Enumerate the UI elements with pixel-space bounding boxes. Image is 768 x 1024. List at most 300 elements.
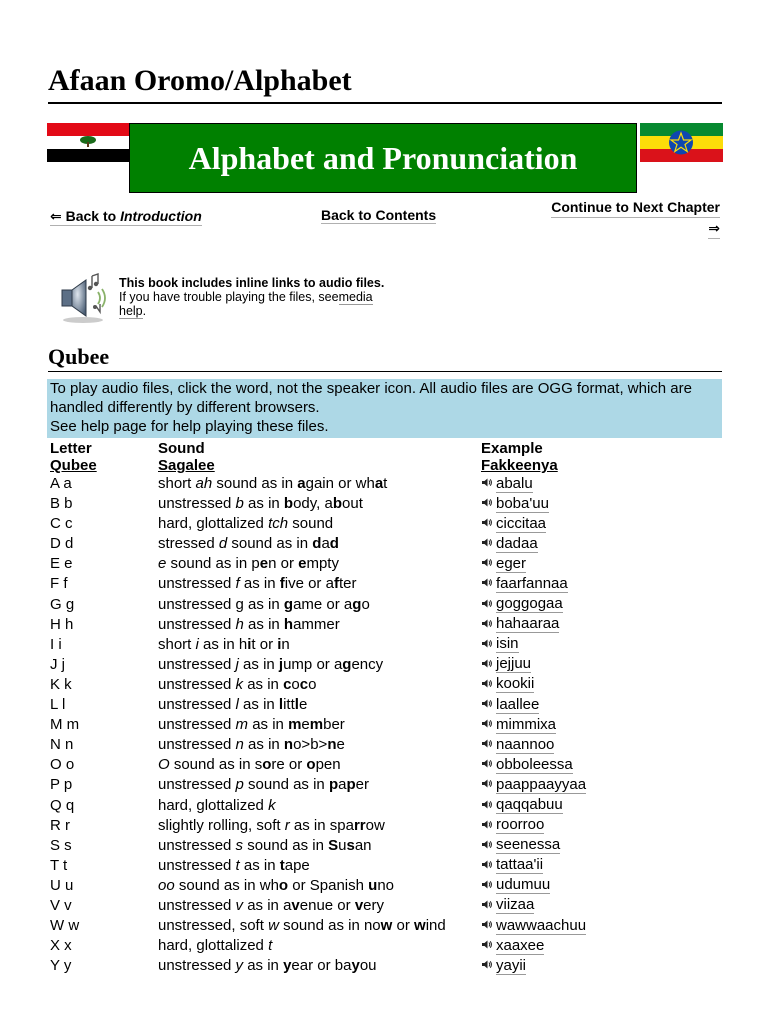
example-cell (481, 756, 573, 774)
sound-text: unstressed (158, 896, 236, 914)
example-cell (481, 817, 544, 835)
sound-text: d (312, 535, 322, 553)
letter-cell: Y y (50, 957, 72, 975)
sound-text: k (268, 796, 276, 814)
sound-text: n or (268, 555, 299, 573)
table-row (0, 535, 768, 555)
sound-text: sound as in (243, 776, 329, 794)
sound-text: mpty (306, 555, 339, 573)
example-cell (481, 596, 563, 614)
table-row (0, 917, 768, 937)
sound-cell (158, 837, 372, 855)
example-cell (481, 515, 546, 533)
audio-speaker-icon (481, 857, 496, 875)
sound-text: unstressed (158, 696, 236, 714)
letter-cell: T t (50, 856, 68, 874)
sound-text: hard, glottalized (158, 515, 269, 533)
sound-cell (158, 897, 384, 915)
audio-speaker-icon (481, 957, 496, 975)
audio-speaker-icon (481, 716, 496, 734)
sound-text: unstressed (158, 655, 236, 673)
example-audio-link[interactable]: dadaa (496, 534, 538, 552)
banner-title: Alphabet and Pronunciation (188, 139, 578, 176)
table-row (0, 555, 768, 575)
sound-text: unstressed (158, 675, 236, 693)
sound-text: y (351, 957, 360, 975)
sound-text: sound as in no (278, 917, 381, 935)
audio-speaker-icon (481, 756, 496, 774)
letter-cell: E e (50, 555, 73, 573)
sound-cell (158, 776, 369, 794)
example-audio-link[interactable]: isin (496, 635, 519, 653)
sound-subheader: Sagalee (158, 457, 215, 474)
sound-text: sound as in p (166, 555, 260, 573)
sound-text: u (338, 836, 347, 854)
sound-cell (158, 877, 394, 895)
sound-cell (158, 555, 339, 573)
audio-speaker-icon (481, 817, 496, 835)
next-chapter-link[interactable] (551, 197, 720, 239)
sound-text: unstressed (158, 736, 236, 754)
sound-text: short (158, 635, 196, 653)
sound-text: a (297, 475, 306, 492)
letter-cell: S s (50, 836, 72, 854)
example-cell (481, 716, 556, 734)
ethiopia-flag-icon (640, 123, 723, 162)
back-prefix: ⇐ Back to (50, 208, 121, 224)
next-arrow-icon: ⇒ (708, 218, 720, 239)
example-audio-link[interactable]: laallee (496, 695, 540, 713)
sound-text: o (291, 675, 300, 693)
sound-text: ter (338, 575, 357, 593)
example-audio-link[interactable]: paappaayyaa (496, 775, 587, 793)
sound-text: n (235, 736, 244, 754)
sound-text: a (321, 535, 330, 553)
sound-text: unstressed (158, 856, 236, 874)
sound-text: out (342, 495, 363, 513)
sound-cell (158, 736, 345, 754)
sound-text: unstressed (158, 615, 236, 633)
example-audio-link[interactable]: jejjuu (496, 655, 532, 673)
table-row (0, 475, 768, 495)
example-audio-link[interactable]: roorroo (496, 816, 545, 834)
table-row (0, 837, 768, 857)
letter-cell: B b (50, 495, 73, 513)
example-audio-link[interactable]: wawwaachuu (496, 916, 587, 934)
table-row (0, 776, 768, 796)
letter-cell: H h (50, 615, 74, 633)
example-audio-link[interactable]: mimmixa (496, 715, 556, 733)
audio-speaker-icon (481, 897, 496, 915)
sound-text: ind (425, 917, 446, 935)
table-row (0, 716, 768, 736)
sound-text: ery (363, 896, 384, 914)
example-audio-link[interactable]: naannoo (496, 735, 555, 753)
letter-cell: I i (50, 635, 62, 653)
letter-cell: P p (50, 776, 73, 794)
sound-text: m (309, 716, 324, 734)
sound-text: sound (288, 515, 334, 533)
media-help-link-continued[interactable]: help (119, 304, 143, 318)
sound-text: j (278, 655, 284, 673)
sound-text: r (284, 816, 290, 834)
sound-text: l (278, 696, 284, 714)
sound-text: g (283, 595, 294, 613)
example-audio-link[interactable]: ciccitaa (496, 514, 547, 532)
page-title: Afaan Oromo/Alphabet (48, 62, 722, 104)
sound-text: e (301, 716, 310, 734)
sound-text: er (355, 776, 369, 794)
example-cell (481, 736, 554, 754)
back-target: Introduction (120, 208, 202, 224)
sound-cell (158, 937, 272, 955)
example-cell (481, 495, 549, 513)
sound-cell (158, 596, 370, 614)
back-to-introduction-link[interactable] (50, 208, 202, 226)
letter-cell: C c (50, 515, 73, 533)
sound-text: h (283, 615, 294, 633)
sound-text: o (361, 595, 370, 613)
letter-cell: A a (50, 475, 72, 492)
example-cell (481, 957, 526, 975)
example-audio-link[interactable]: qaqqabuu (496, 796, 563, 813)
sound-text: l (294, 696, 299, 714)
sound-text: ber (323, 716, 345, 734)
sound-cell (158, 716, 345, 734)
sound-text: slightly rolling, soft (158, 816, 285, 834)
sound-text: sound as in (243, 836, 329, 854)
sound-text: e (298, 555, 307, 573)
sound-text: l (235, 696, 239, 714)
sound-text: p (235, 776, 244, 794)
sound-cell (158, 515, 333, 533)
sound-text: sound as in s (169, 756, 263, 774)
letter-cell: K k (50, 675, 72, 693)
table-row (0, 756, 768, 776)
sound-text: n (283, 736, 294, 754)
oromo-flag-icon (47, 123, 130, 162)
sound-text: e (259, 555, 269, 573)
audio-speaker-icon (481, 837, 496, 855)
help-page-link[interactable]: See help page for help playing these files. (50, 418, 329, 435)
letter-cell: D d (50, 535, 74, 553)
sound-text: gain or wh (305, 475, 375, 492)
sound-text: o (278, 876, 289, 894)
sound-text: oo (158, 876, 175, 894)
letter-cell: M m (50, 716, 80, 734)
sound-text: t or (251, 635, 278, 653)
sound-text: re or (271, 756, 307, 774)
sound-text: rr (353, 816, 366, 834)
sound-text: as in (243, 495, 284, 513)
example-audio-link[interactable]: kookii (496, 675, 535, 693)
example-cell (481, 555, 526, 573)
example-audio-link[interactable]: goggogaa (496, 595, 563, 613)
sound-text: unstressed, soft (158, 917, 269, 935)
sound-text: a (338, 776, 347, 794)
audio-speaker-icon (481, 636, 496, 654)
example-cell (481, 776, 586, 794)
sound-text: as in spa (289, 816, 354, 834)
example-audio-link[interactable]: udumuu (496, 876, 551, 894)
sound-text: or (392, 917, 415, 935)
example-audio-link[interactable]: viizaa (496, 896, 535, 914)
table-row (0, 495, 768, 515)
sound-text: v (291, 896, 300, 914)
sound-text: S (328, 836, 339, 854)
sound-text: unstressed (158, 836, 236, 854)
sound-cell (158, 495, 363, 513)
sound-text: t (268, 937, 273, 955)
sound-cell (158, 957, 377, 975)
example-cell (481, 797, 563, 815)
sound-text: w (268, 917, 279, 935)
info-line: handled differently by different browsers. (50, 398, 320, 416)
sound-text: e (298, 696, 308, 714)
example-cell (481, 575, 568, 593)
sound-text: as in (239, 856, 280, 874)
table-row (0, 596, 768, 616)
audio-notice-line2: If you have trouble playing the files, see (119, 290, 339, 304)
table-row (0, 636, 768, 656)
example-audio-link[interactable]: hahaaraa (496, 615, 560, 633)
example-audio-link[interactable]: faarfannaa (496, 574, 568, 592)
sound-cell (158, 676, 316, 694)
example-cell (481, 696, 539, 714)
back-to-contents-link[interactable]: Back to Contents (321, 207, 437, 223)
sound-cell (158, 917, 446, 935)
example-audio-link[interactable]: eger (496, 554, 527, 572)
sound-text: c (299, 675, 309, 693)
sound-cell (158, 696, 307, 714)
sound-text: b (235, 495, 244, 513)
sound-text: m (288, 716, 302, 734)
audio-speaker-icon (481, 616, 496, 634)
sound-text: ame or a (293, 595, 353, 613)
sound-text: f (235, 575, 240, 593)
sound-text: ow (365, 816, 385, 834)
sound-text: as in (243, 615, 284, 633)
audio-speaker-icon (481, 917, 496, 935)
audio-speaker-icon (481, 797, 496, 815)
sound-text: o (308, 675, 317, 693)
example-column-header (481, 440, 558, 474)
sound-cell (158, 656, 383, 674)
media-help-link[interactable]: media (338, 290, 373, 304)
sound-text: p (346, 776, 356, 794)
sound-text: ump or a (283, 655, 343, 673)
sound-text: j (235, 655, 239, 673)
sound-header: Sound (158, 440, 205, 457)
sound-text: ive or a (284, 575, 334, 593)
sound-text: an (354, 836, 372, 854)
sound-text: short (158, 475, 196, 492)
letter-header: Letter (50, 440, 92, 457)
sound-cell (158, 857, 310, 875)
sound-text: o (306, 756, 316, 774)
sound-text: ape (284, 856, 310, 874)
sound-text: as in a (243, 896, 292, 914)
sound-text: as in (238, 655, 279, 673)
sound-text: or Spanish (288, 876, 369, 894)
sound-text: ou (359, 957, 377, 975)
sound-text: e (336, 736, 345, 754)
sound-text: s (235, 836, 244, 854)
audio-speaker-icon (481, 937, 496, 955)
sound-cell (158, 535, 339, 553)
sound-text: b (283, 495, 294, 513)
sound-text: m (235, 716, 249, 734)
letter-subheader: Qubee (50, 457, 97, 474)
sound-text: as in (238, 696, 279, 714)
sound-text: hard, glottalized (158, 937, 269, 955)
example-cell (481, 837, 560, 855)
alphabet-table-body (0, 475, 768, 977)
sound-text: unstressed (158, 957, 236, 975)
sound-cell (158, 756, 341, 774)
table-row (0, 616, 768, 636)
example-audio-link[interactable]: tattaa'ii (496, 856, 544, 874)
sound-text: s (346, 836, 355, 854)
sound-text: t (279, 856, 285, 874)
example-cell (481, 475, 533, 493)
sound-text: sound as in (212, 475, 298, 492)
example-cell (481, 877, 550, 895)
audio-notice (119, 276, 399, 318)
example-cell (481, 897, 534, 915)
table-row (0, 877, 768, 897)
sound-text: d (218, 535, 228, 553)
sound-text: unstressed (158, 776, 236, 794)
sound-text: sound as in wh (174, 876, 279, 894)
example-cell (481, 937, 544, 955)
sound-text: as in (239, 575, 280, 593)
sound-text: unstressed (158, 495, 236, 513)
table-row (0, 857, 768, 877)
sound-text: pen (315, 756, 341, 774)
audio-speaker-icon (481, 515, 496, 533)
sound-text: sound as in (227, 535, 313, 553)
sound-text: hard, glottalized (158, 796, 269, 814)
letter-cell: X x (50, 937, 72, 955)
example-cell (481, 857, 543, 875)
sound-text: t (383, 475, 388, 492)
audio-notice-suffix: . (142, 304, 147, 318)
sound-text: ammer (293, 615, 340, 633)
sound-text: tch (268, 515, 289, 533)
example-audio-link[interactable]: xaaxee (496, 936, 545, 954)
audio-speaker-icon (481, 575, 496, 593)
audio-speaker-icon (481, 596, 496, 614)
example-audio-link[interactable]: yayii (496, 956, 527, 974)
sound-text: o>b> (293, 736, 328, 754)
sound-text: e (158, 555, 167, 573)
example-audio-link[interactable]: boba'uu (496, 494, 549, 512)
sound-cell (158, 636, 290, 654)
sound-text: ency (351, 655, 384, 673)
sound-text: no (377, 876, 394, 894)
sound-cell (158, 817, 385, 835)
sound-cell (158, 475, 387, 493)
letter-column-header (50, 440, 97, 474)
sound-text: i (277, 635, 282, 653)
sound-text: w (380, 917, 393, 935)
info-line: To play audio files, click the word, not the speaker icon. All audio files are OGG format, which are (50, 380, 692, 397)
letter-cell: G g (50, 595, 75, 613)
sound-text: stressed (158, 535, 219, 553)
sound-cell (158, 797, 276, 815)
audio-notice-line1: This book includes inline links to audio files. (119, 276, 385, 290)
sound-column-header (158, 440, 215, 474)
sound-text: u (368, 876, 378, 894)
sound-text: w (414, 917, 426, 935)
example-cell (481, 636, 519, 654)
letter-cell: U u (50, 876, 74, 894)
sound-text: v (235, 896, 244, 914)
next-chapter-label: Continue to Next Chapter (551, 197, 720, 218)
sound-text: unstressed g as in (158, 595, 284, 613)
example-subheader: Fakkeenya (481, 457, 558, 474)
sound-text: g (342, 655, 352, 673)
table-row (0, 696, 768, 716)
sound-text: ear or ba (291, 957, 352, 975)
sound-text: ody, a (293, 495, 333, 513)
sound-text: n (281, 635, 290, 653)
letter-cell: R r (50, 816, 70, 834)
sound-text: as in (243, 675, 284, 693)
sound-text: p (328, 776, 339, 794)
letter-cell: O o (50, 756, 75, 774)
table-row (0, 575, 768, 595)
example-audio-link[interactable]: seenessa (496, 836, 561, 854)
sound-text: y (283, 957, 292, 975)
sound-text: i (247, 635, 252, 653)
sound-text: as in (243, 957, 284, 975)
sound-text: t (235, 856, 240, 874)
example-cell (481, 676, 534, 694)
letter-cell: N n (50, 736, 74, 754)
sound-text: n (327, 736, 337, 754)
table-row (0, 817, 768, 837)
sound-text: unstressed (158, 575, 236, 593)
example-cell (481, 535, 538, 553)
table-row (0, 957, 768, 977)
sound-text: as in (243, 736, 284, 754)
letter-cell: Q q (50, 796, 75, 814)
sound-text: as in (248, 716, 289, 734)
letter-cell: J j (50, 655, 65, 673)
table-row (0, 676, 768, 696)
audio-speaker-icon (481, 776, 496, 794)
example-cell (481, 656, 531, 674)
audio-speaker-icon (481, 495, 496, 513)
example-audio-link[interactable]: obboleessa (496, 755, 573, 773)
letter-cell: W w (50, 917, 80, 935)
example-cell (481, 917, 586, 935)
table-row (0, 736, 768, 756)
sound-cell (158, 616, 340, 634)
audio-speaker-icon (481, 877, 496, 895)
example-cell (481, 616, 559, 634)
sound-text: itt (283, 696, 295, 714)
example-header: Example (481, 440, 543, 457)
sound-text: f (333, 575, 339, 593)
audio-speaker-icon (481, 736, 496, 754)
sound-text: b (332, 495, 343, 513)
sound-text: unstressed (158, 716, 236, 734)
letter-cell: V v (50, 896, 72, 914)
example-audio-link[interactable]: abalu (496, 474, 533, 492)
